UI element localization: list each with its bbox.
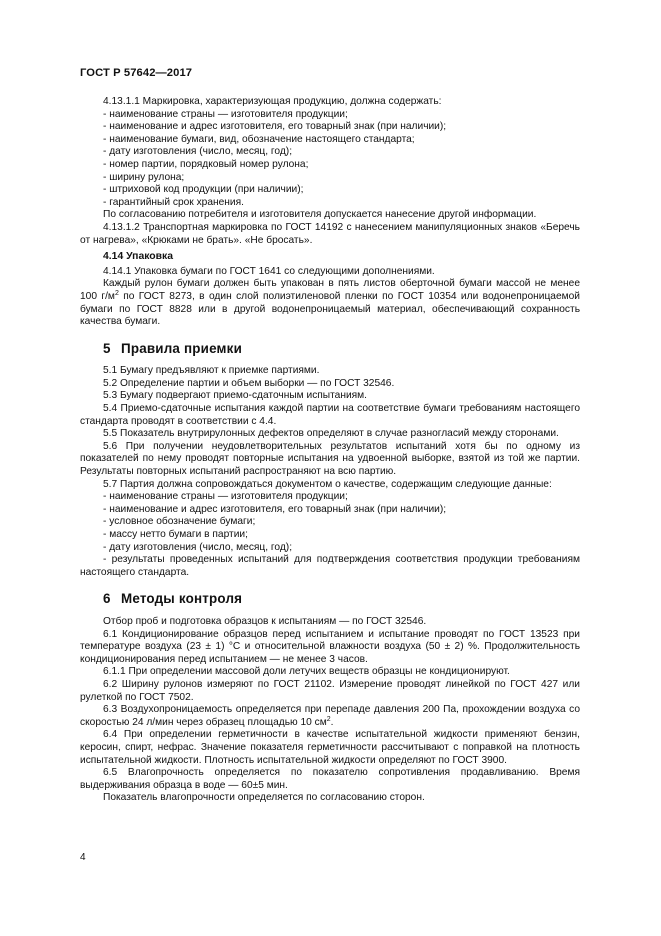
clause-5-7: 5.7 Партия должна сопровождаться документом о качестве, содержащим следующие данные:	[103, 478, 552, 490]
list-item: - массу нетто бумаги в партии;	[103, 529, 248, 540]
clause-6-1-1: 6.1.1 При определении массовой доли летучих веществ образцы не кондиционируют.	[103, 666, 510, 678]
quality-document-list	[80, 491, 580, 579]
section-5-heading	[80, 340, 580, 356]
marking-list	[80, 109, 580, 210]
clause-5-3: 5.3 Бумагу подвергают приемо-сдаточным испытаниям.	[103, 390, 368, 402]
list-item: - наименование и адрес изготовителя, его товарный знак (при наличии);	[103, 121, 447, 133]
clause-5-4: 5.4 Приемо-сдаточные испытания каждой партии на соответствие бумаги требованиям настоящего стандарта проводят в соответствии с 4.4.	[80, 403, 580, 427]
standard-header: ГОСТ Р 57642—2017	[80, 67, 193, 79]
sampling-paragraph: Отбор проб и подготовка образцов к испытаниям — по ГОСТ 32546.	[103, 615, 427, 627]
clause-4-13-1-2: 4.13.1.2 Транспортная маркировка по ГОСТ 14192 с нанесением манипуляционных знаков «Беречь от нагрева», «Крюками не брать». «Не бросать».	[80, 221, 580, 246]
list-item: - условное обозначение бумаги;	[103, 516, 256, 528]
clause-5-5: 5.5 Показатель внутрирулонных дефектов определяют в случае разногласий между сторонами.	[103, 428, 559, 440]
list-item: - наименование бумаги, вид, обозначение настоящего стандарта;	[103, 133, 415, 145]
section-4-14-heading: 4.14 Упаковка	[103, 251, 174, 263]
consumer-note: По согласованию потребителя и изготовителя допускается нанесение другой информации.	[103, 209, 537, 221]
clause-4-14-1: 4.14.1 Упаковка бумаги по ГОСТ 1641 со следующими дополнениями.	[103, 265, 435, 277]
list-item: - штриховой код продукции (при наличии);	[103, 184, 304, 196]
clause-5-2: 5.2 Определение партии и объем выборки — по ГОСТ 32546.	[103, 377, 395, 389]
page-content	[80, 96, 580, 805]
clause-5-6: 5.6 При получении неудовлетворительных результатов испытаний хотя бы по одному из показателей по нему проводят повторные испытания на удвоенной выборке, взятой из той же партии. Результаты повторных испытаний распространяют на всю партию.	[80, 440, 580, 478]
list-item: - наименование страны — изготовителя продукции;	[103, 491, 348, 503]
list-item: - наименование страны — изготовителя продукции;	[103, 108, 348, 120]
clause-6-1: 6.1 Кондиционирование образцов перед испытанием и испытание проводят по ГОСТ 13523 при температуре воздуха (23 ± 1) °С и относительной влажности воздуха (50 ± 2) %. Продолжительность кондиционирования перед испытанием — не менее 3 часов.	[80, 628, 580, 665]
clause-6-4: 6.4 При определении герметичности в качестве испытательной жидкости применяют бензин, керосин, спирт, нефрас. Значение показателя герметичности рассчитывают с поправкой на плотность испытательной жидкости. Плотность испытательной жидкости определяют по ГОСТ 3900.	[80, 729, 580, 766]
list-item: - дату изготовления (число, месяц, год);	[103, 146, 293, 158]
page-number: 4	[80, 852, 86, 863]
moisture-strength-note: Показатель влагопрочности определяется по согласованию сторон.	[103, 792, 425, 804]
section-6-number: 6	[103, 591, 111, 607]
section-6-heading	[80, 593, 580, 606]
section-5-title: Правила приемки	[121, 340, 242, 356]
list-item: - результаты проведенных испытаний для подтверждения соответствия продукции требованиям настоящего стандарта.	[80, 554, 580, 578]
clause-5-1: 5.1 Бумагу предъявляют к приемке партиями.	[103, 365, 320, 377]
section-5-number: 5	[103, 340, 111, 356]
clause-6-3: 6.3 Воздухопроницаемость определяется при перепаде давления 200 Па, прохождении воздуха со скоростью 24 л/мин через образец площадью 10 $см^2$.	[80, 704, 580, 728]
list-item: - наименование и адрес изготовителя, его товарный знак (при наличии);	[103, 503, 447, 515]
section-6-title: Методы контроля	[121, 591, 243, 607]
list-item: - гарантийный срок хранения.	[103, 196, 244, 208]
list-item: - дату изготовления (число, месяц, год);	[103, 541, 293, 553]
clause-6-5: 6.5 Влагопрочность определяется по показателю сопротивления продавливанию. Время выдерживания образца в воде — 60±5 мин.	[80, 767, 580, 791]
clause-6-2: 6.2 Ширину рулонов измеряют по ГОСТ 21102. Измерение проводят линейкой по ГОСТ 427 или рулеткой по ГОСТ 7502.	[80, 678, 580, 703]
packaging-paragraph: Каждый рулон бумаги должен быть упакован в пять листов оберточной бумаги массой не менее 100 $г/м^2$ по ГОСТ 8273, в один слой полиэтиленовой пленки по ГОСТ 10354 или водонепроницаемой бумаги по ГОСТ 8828 или в другой водонепроницаемый материал, обеспечивающий сохранность качества бумаги.	[80, 278, 580, 328]
list-item: - номер партии, порядковый номер рулона;	[103, 158, 309, 170]
clause-4-13-1-1: 4.13.1.1 Маркировка, характеризующая продукцию, должна содержать:	[103, 96, 442, 107]
list-item: - ширину рулона;	[103, 171, 185, 183]
